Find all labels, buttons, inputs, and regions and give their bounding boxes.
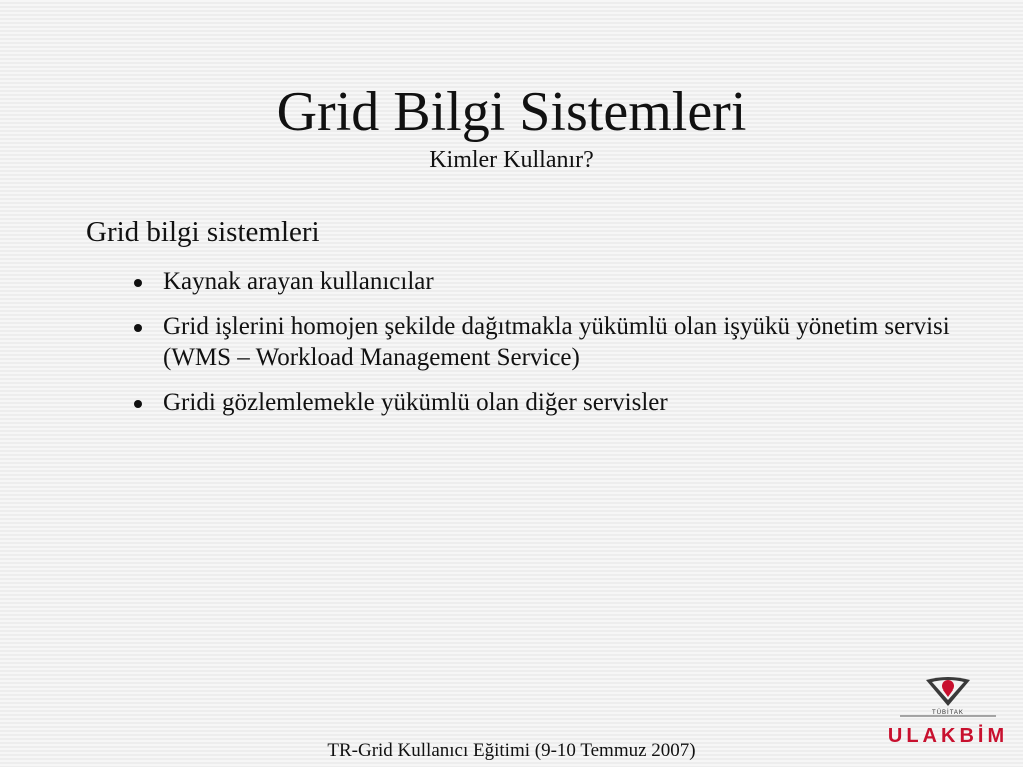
bullet-dot-icon bbox=[134, 324, 142, 332]
bullet-dot-icon bbox=[134, 400, 142, 408]
bullet-dot-icon bbox=[134, 279, 142, 287]
section-heading: Grid bilgi sistemleri bbox=[86, 216, 320, 248]
bullet-text: Gridi gözlemlemekle yükümlü olan diğer servisler bbox=[163, 389, 668, 416]
bullet-list bbox=[86, 266, 966, 418]
bullet-text: Grid işlerini homojen şekilde dağıtmakla yükümlü olan işyükü yönetim servisi (WMS – Workload Management Service) bbox=[163, 313, 950, 371]
bullet-text: Kaynak arayan kullanıcılar bbox=[163, 268, 434, 295]
bullet-item bbox=[86, 387, 966, 418]
footer-text: TR-Grid Kullanıcı Eğitimi (9-10 Temmuz 2007) bbox=[327, 740, 696, 761]
slide-title: Grid Bilgi Sistemleri bbox=[276, 81, 747, 143]
logo-large-text: ULAKBİM bbox=[887, 725, 1009, 747]
ulakbim-logo bbox=[887, 670, 1009, 748]
bullet-item bbox=[86, 266, 966, 297]
bullet-item bbox=[86, 311, 966, 373]
slide-subtitle: Kimler Kullanır? bbox=[429, 147, 594, 173]
slide-content bbox=[86, 214, 966, 432]
logo-small-text: TÜBİTAK bbox=[932, 710, 964, 716]
